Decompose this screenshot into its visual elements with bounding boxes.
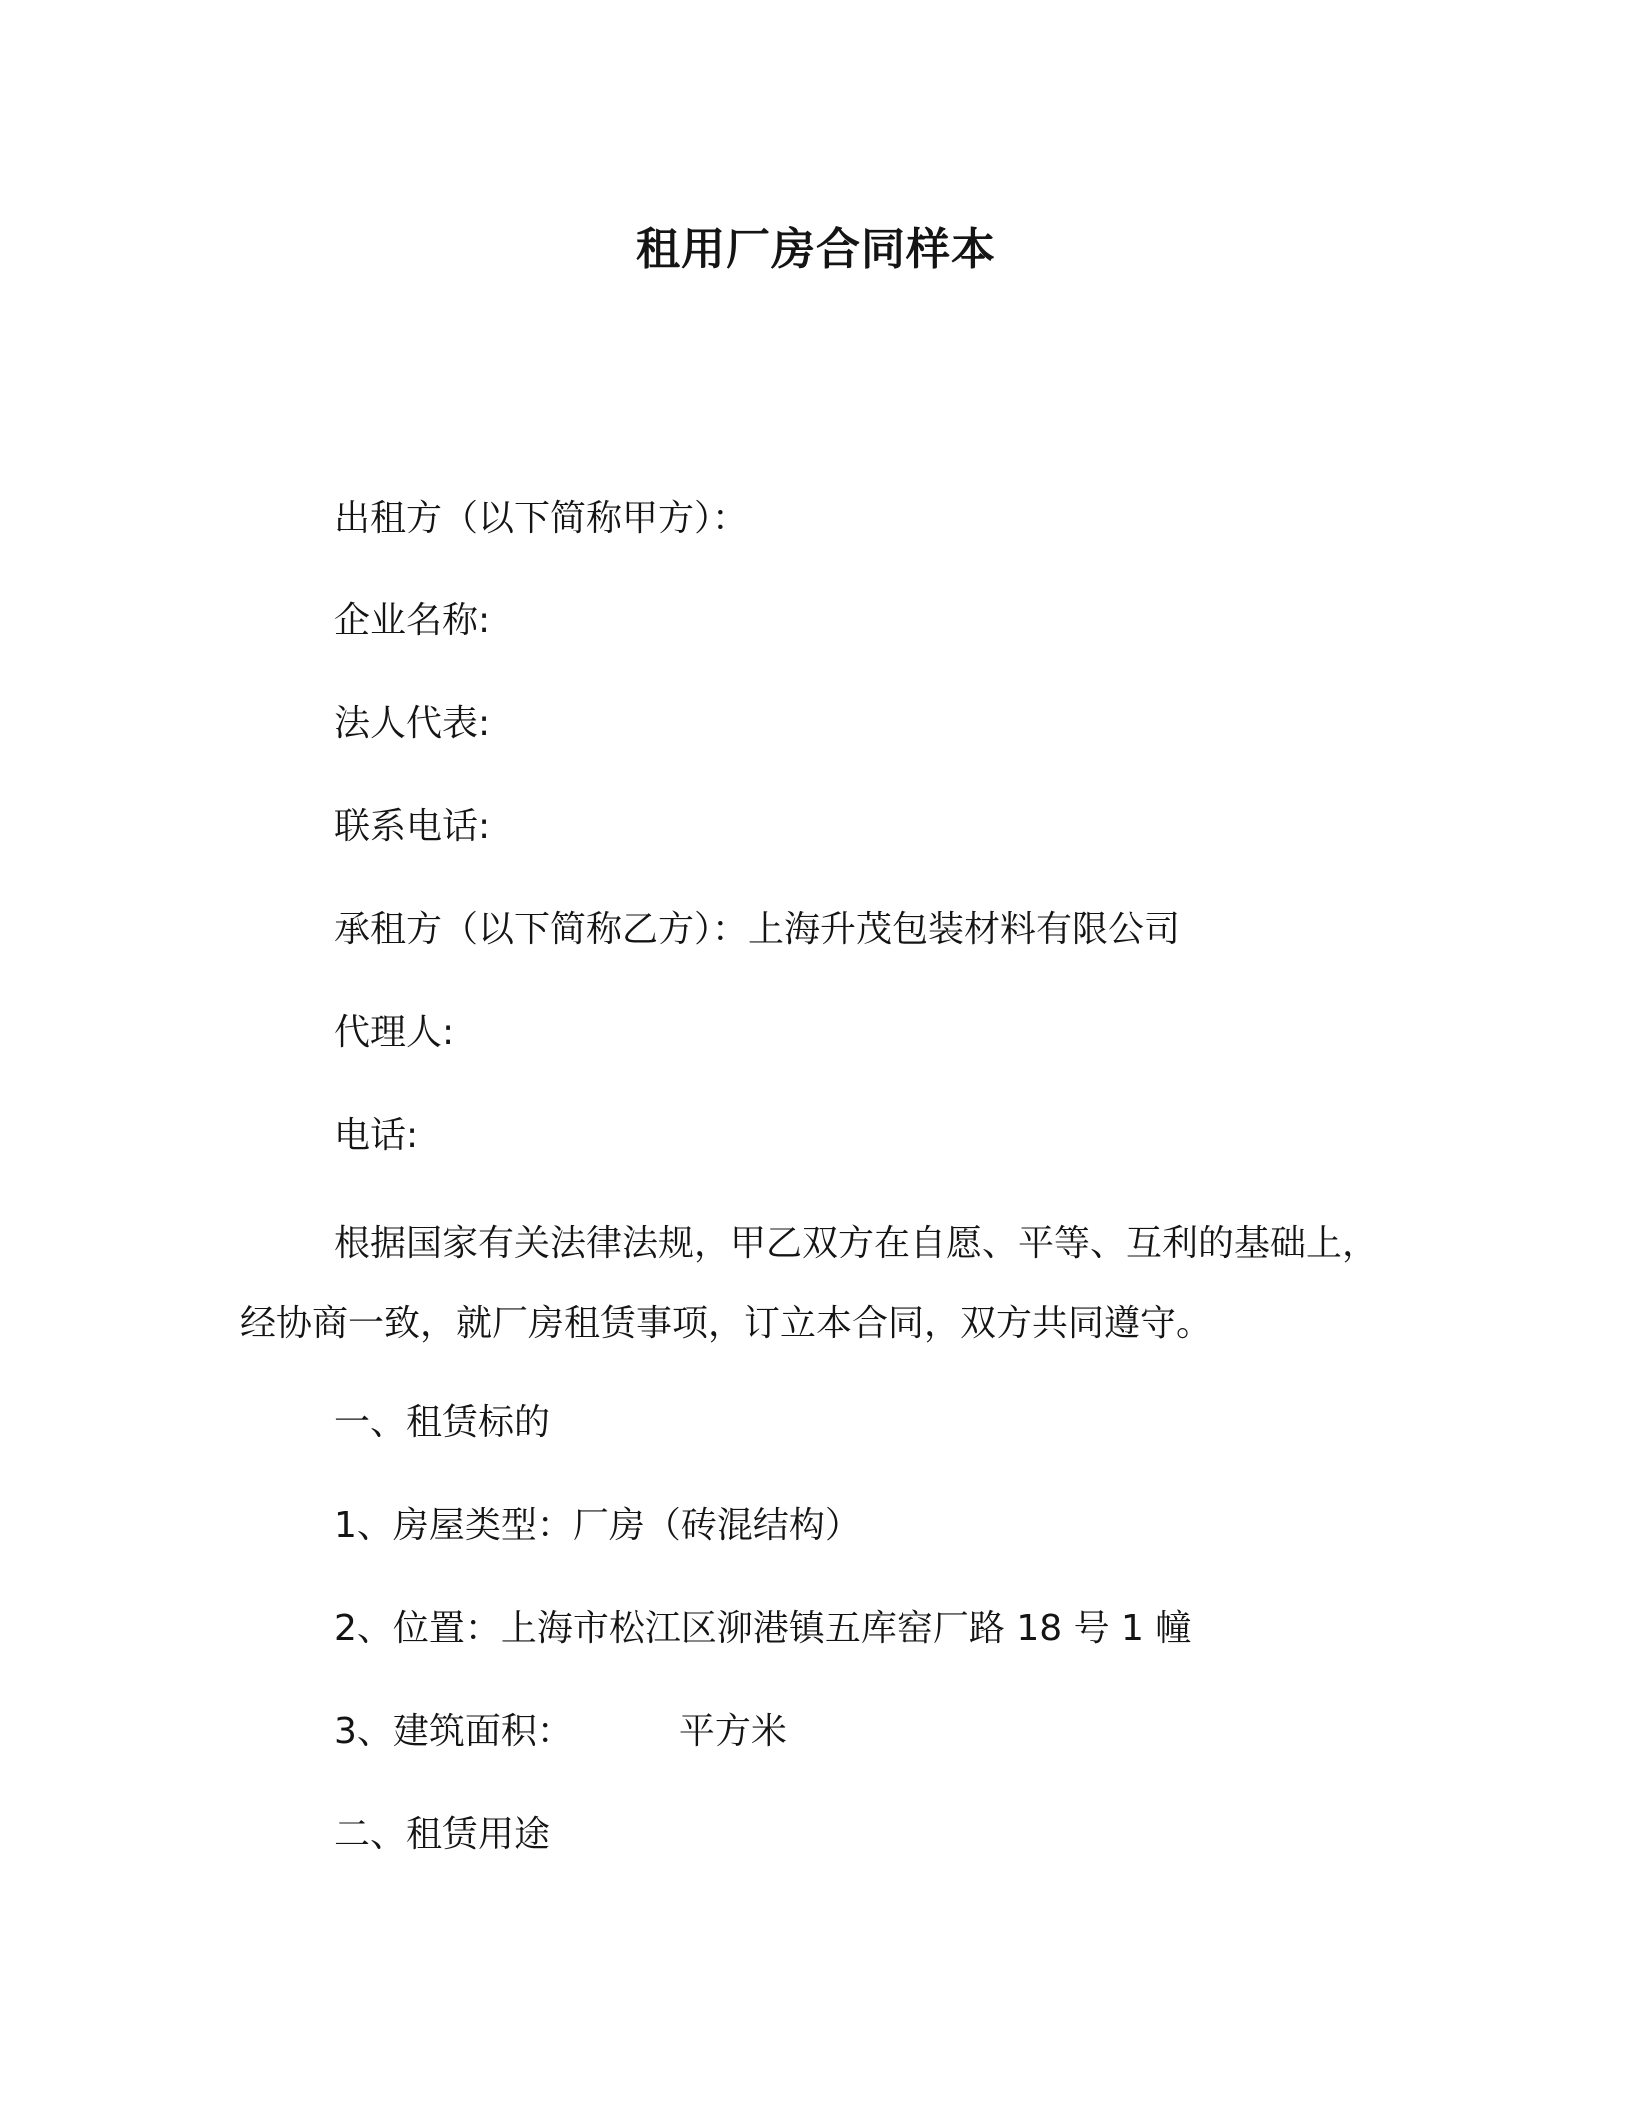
company-name-label: 企业名称: xyxy=(334,600,491,641)
section-1-heading: 一、租赁标的 xyxy=(334,1402,551,1443)
building-area-unit: 平方米 xyxy=(678,1711,787,1752)
lessor-line: 出租方（以下简称甲方）： xyxy=(334,498,749,539)
phone-label: 电话: xyxy=(334,1115,419,1156)
intro-paragraph: 根据国家有关法律法规，甲乙双方在自愿、平等、互利的基础上，经协商一致，就厂房租赁事项，订立本合同，双方共同遵守。 xyxy=(240,1223,1379,1344)
lessee-line: 承租方（以下简称乙方）：上海升茂包装材料有限公司 xyxy=(334,909,1181,950)
document-title: 租用厂房合同样本 xyxy=(636,224,996,275)
item-building-area xyxy=(334,1707,787,1757)
contact-phone-label: 联系电话: xyxy=(334,806,491,847)
building-area-label: 3、建筑面积： xyxy=(334,1711,573,1752)
item-house-type: 1、房屋类型：厂房（砖混结构） xyxy=(334,1505,861,1546)
item-location: 2、位置：上海市松江区泖港镇五库窑厂路 18 号 1 幢 xyxy=(334,1608,1192,1649)
legal-representative-label: 法人代表: xyxy=(334,703,491,744)
section-2-heading: 二、租赁用途 xyxy=(334,1814,551,1855)
agent-label: 代理人: xyxy=(334,1012,455,1053)
